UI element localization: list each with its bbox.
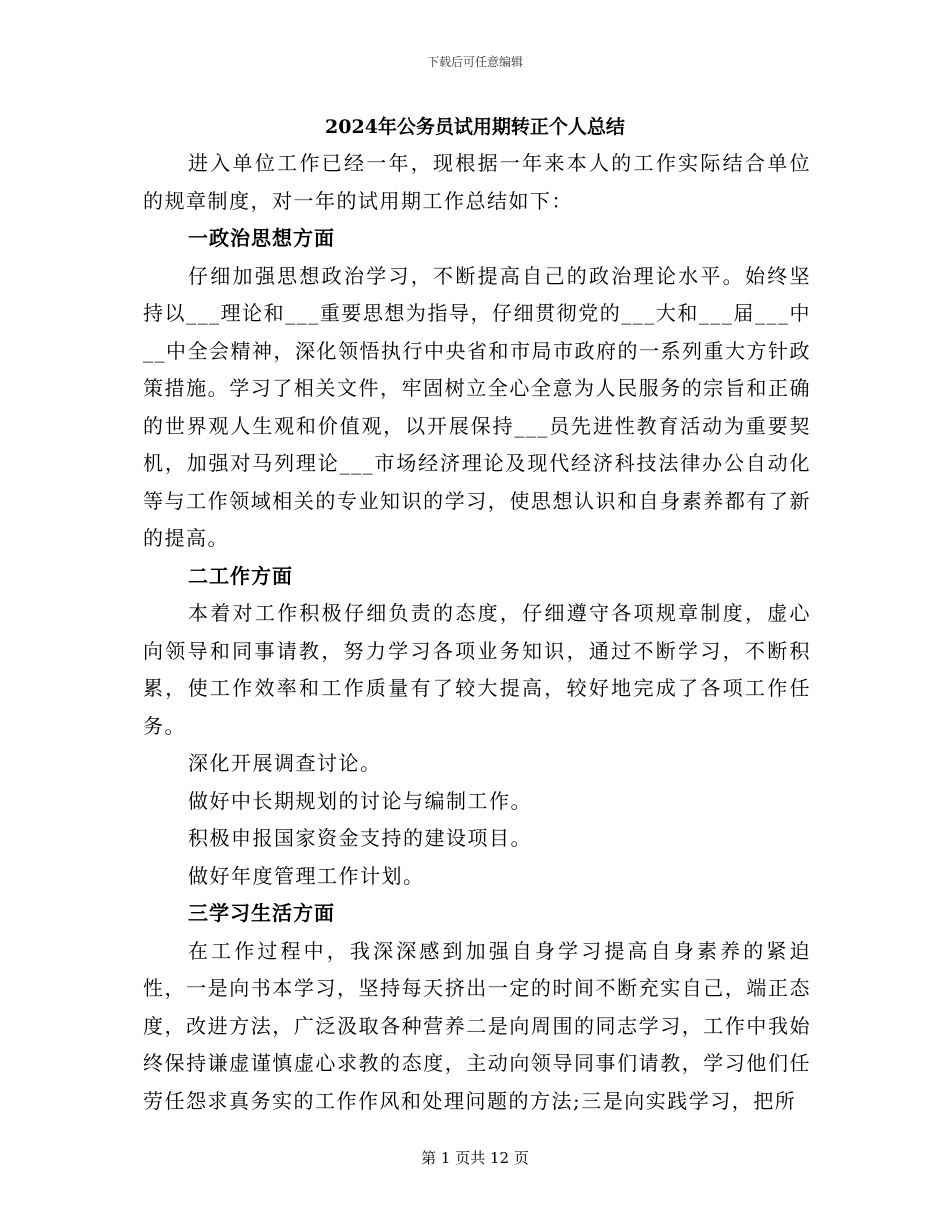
section-paragraph: 仔细加强思想政治学习，不断提高自己的政治理论水平。始终坚持以___理论和___重要思想为指导，仔细贯彻党的___大和___届___中__中全会精神，深化领悟执行中央省和市局市政府的一系列重大方针政策措施。学习了相关文件，牢固树立全心全意为人民服务的宗旨和正确的世界观人生观和价值观，以开展保持___员先进性教育活动为重要契机，加强对马列理论___市场经济理论及现代经济科技法律办公自动化等与工作领域相关的专业知识的学习，使思想认识和自身素养都有了新的提高。 (143, 263, 811, 550)
document-title: 2024年公务员试用期转正个人总结 (325, 116, 625, 138)
intro-paragraph: 进入单位工作已经一年，现根据一年来本人的工作实际结合单位的规章制度，对一年的试用期工作总结如下： (143, 151, 811, 213)
work-item: 做好年度管理工作计划。 (188, 863, 425, 888)
work-item: 积极申报国家资金支持的建设项目。 (188, 826, 532, 850)
section-heading-work: 二工作方面 (188, 563, 293, 588)
work-item: 深化开展调查讨论。 (188, 751, 382, 775)
document-body (143, 145, 811, 1120)
section-heading-study-life: 三学习生活方面 (188, 901, 335, 925)
work-item: 做好中长期规划的讨论与编制工作。 (188, 788, 532, 813)
section-heading-politics: 一政治思想方面 (188, 226, 335, 250)
page-number: 第 1 页共 12 页 (421, 1149, 529, 1167)
section-paragraph: 在工作过程中，我深深感到加强自身学习提高自身素养的紧迫性，一是向书本学习，坚持每天挤出一定的时间不断充实自己，端正态度，改进方法，广泛汲取各种营养二是向周围的同志学习，工作中我始终保持谦虚谨慎虚心求教的态度，主动向领导同事们请教，学习他们任劳任怨求真务实的工作作风和处理问题的方法;三是向实践学习，把所 (143, 938, 811, 1113)
section-paragraph: 本着对工作积极仔细负责的态度，仔细遵守各项规章制度，虚心向领导和同事请教，努力学习各项业务知识，通过不断学习，不断积累，使工作效率和工作质量有了较大提高，较好地完成了各项工作任务。 (143, 601, 811, 738)
download-note: 下载后可任意编辑 (426, 55, 523, 69)
